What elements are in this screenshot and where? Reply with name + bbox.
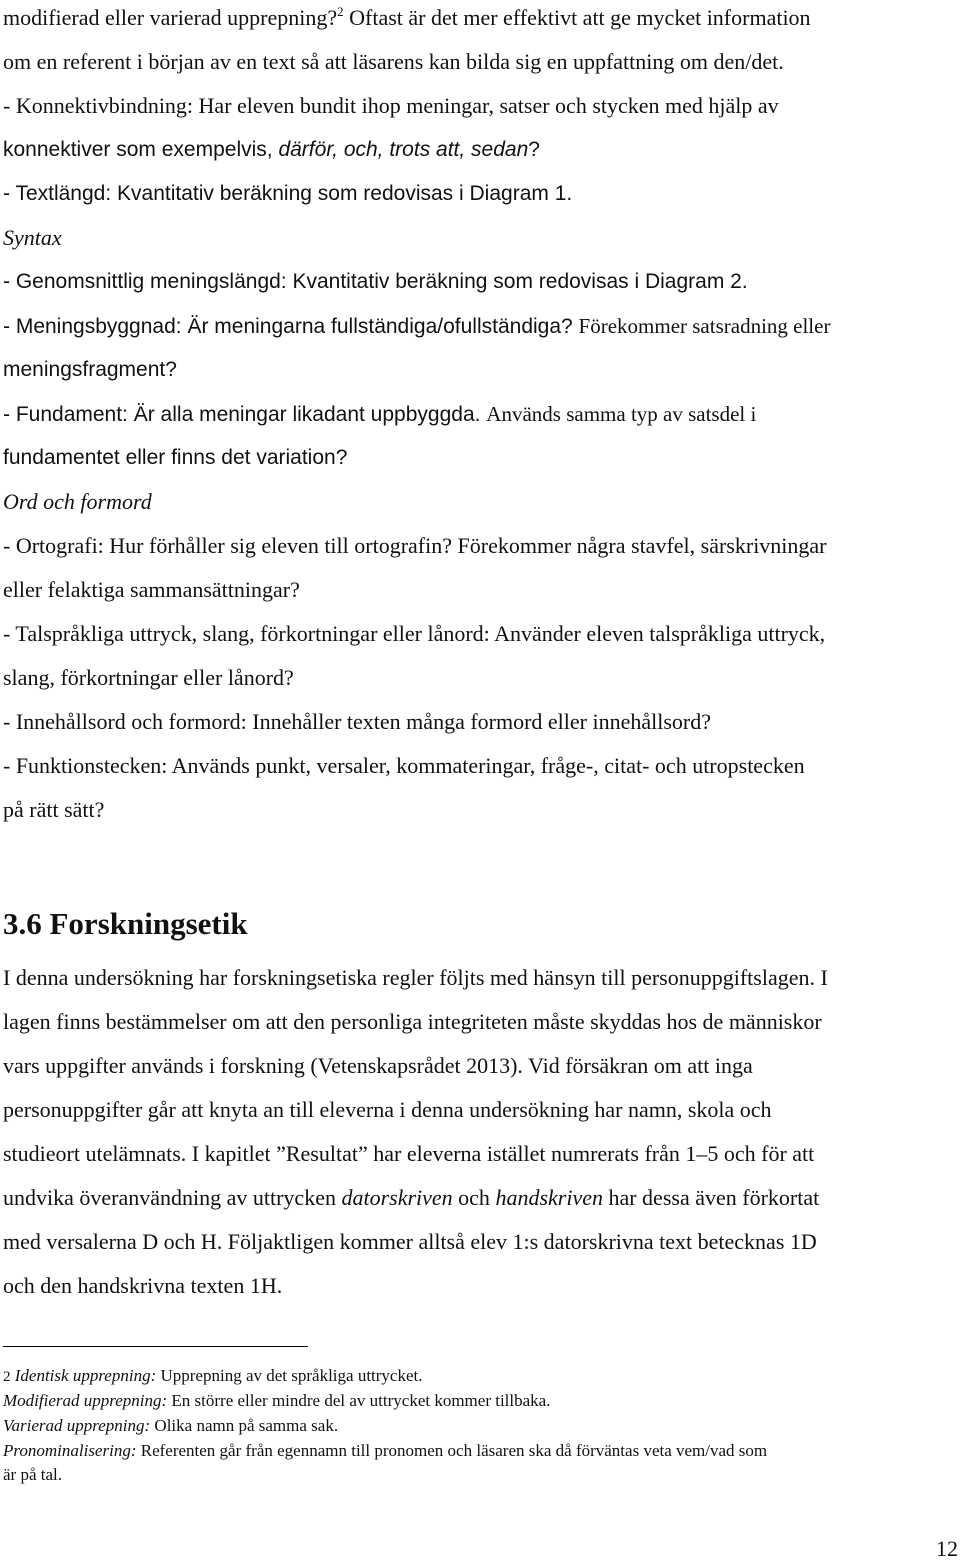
footnote-text: Referenten går från egennamn till pronomen och läsaren ska då förväntas veta vem/vad som: [136, 1441, 768, 1460]
text-line: slang, förkortningar eller lånord?: [3, 665, 294, 690]
section-heading: 3.6 Forskningsetik: [3, 906, 248, 941]
text-fragment: Används samma typ av satsdel i: [486, 402, 757, 426]
footnote-text: Upprepning av det språkliga uttrycket.: [156, 1366, 423, 1385]
footnote-text: Olika namn på samma sak.: [150, 1416, 339, 1435]
text-line: - Funktionstecken: Används punkt, versaler, kommateringar, fråge-, citat- och utropstecken: [3, 753, 805, 778]
text-fragment: har dessa även förkortat: [602, 1185, 820, 1210]
paragraph-line: personuppgifter går att knyta an till eleverna i denna undersökning har namn, skola och: [3, 1097, 772, 1122]
text-fragment: och: [452, 1185, 496, 1210]
text-fragment: - Meningsbyggnad: Är meningarna fullständiga/ofullständiga?: [3, 315, 579, 338]
footnote-reference[interactable]: 2: [337, 4, 344, 19]
footnote-number: 2: [3, 1369, 11, 1385]
paragraph-line: I denna undersökning har forskningsetiska regler följts med hänsyn till personuppgiftslagen. I: [3, 965, 828, 990]
footnote-line: [3, 1440, 767, 1462]
text-fragment: - Ortografi: Hur förhåller sig eleven till ortografin?: [3, 533, 458, 558]
text-fragment: Oftast är det mer effektivt att ge mycket information: [343, 5, 811, 30]
footnote-line: är på tal.: [3, 1465, 62, 1484]
paragraph-line: vars uppgifter används i forskning (Vetenskapsrådet 2013). Vid försäkran om att inga: [3, 1053, 753, 1078]
text-line: - Textlängd: Kvantitativ beräkning som redovisas i Diagram 1.: [3, 182, 573, 205]
italic-examples: därför, och, trots att, sedan: [278, 138, 529, 161]
footnote-line: [3, 1390, 550, 1412]
text-line: om en referent i början av en text så att läsarens kan bilda sig en uppfattning om den/det.: [3, 49, 784, 74]
footnote-line: [3, 1415, 338, 1437]
footnote-separator: [3, 1346, 308, 1347]
text-line: [3, 3, 811, 33]
subheading-ord-och-formord: Ord och formord: [3, 489, 152, 514]
footnote-text: En större eller mindre del av uttrycket kommer tillbaka.: [167, 1391, 551, 1410]
text-line: [3, 135, 540, 165]
footnote-term: Pronominalisering:: [3, 1441, 137, 1460]
text-line: [3, 399, 756, 430]
subheading-syntax: Syntax: [3, 225, 62, 250]
footnote-term: Varierad upprepning:: [3, 1416, 151, 1435]
text-line: - Genomsnittlig meningslängd: Kvantitativ beräkning som redovisas i Diagram 2.: [3, 270, 748, 293]
text-fragment: modifierad eller varierad upprepning?: [3, 5, 338, 30]
footnote-line: [3, 1365, 423, 1388]
text-fragment: - Fundament: Är alla meningar likadant uppbyggda.: [3, 403, 487, 426]
text-line: meningsfragment?: [3, 358, 177, 381]
paragraph-line: [3, 1183, 819, 1213]
footnote-term: Identisk upprepning:: [14, 1366, 157, 1385]
paragraph-line: och den handskrivna texten 1H.: [3, 1273, 283, 1298]
text-fragment: Förekommer några stavfel, särskrivningar: [457, 533, 827, 558]
text-fragment: konnektiver som exempelvis,: [3, 138, 279, 161]
text-line: - Innehållsord och formord: Innehåller texten många formord eller innehållsord?: [3, 709, 712, 734]
italic-term: handskriven: [495, 1185, 603, 1210]
text-fragment: undvika överanvändning av uttrycken: [3, 1185, 342, 1210]
text-fragment: Förekommer satsradning eller: [578, 314, 831, 338]
paragraph-line: lagen finns bestämmelser om att den personliga integriteten måste skyddas hos de människor: [3, 1009, 822, 1034]
paragraph-line: med versalerna D och H. Följaktligen kommer alltså elev 1:s datorskrivna text betecknas 1D: [3, 1229, 817, 1254]
paragraph-line: studieort utelämnats. I kapitlet ”Resultat” har eleverna istället numrerats från 1–5 och för att: [3, 1141, 815, 1166]
text-line: fundamentet eller finns det variation?: [3, 446, 348, 469]
footnote-term: Modifierad upprepning:: [3, 1391, 168, 1410]
italic-term: datorskriven: [341, 1185, 453, 1210]
text-line: [3, 311, 830, 342]
text-fragment: ?: [528, 138, 540, 161]
page-number: 12: [936, 1536, 958, 1561]
text-line: på rätt sätt?: [3, 797, 105, 822]
text-line: [3, 531, 827, 561]
text-line: - Konnektivbindning: Har eleven bundit ihop meningar, satser och stycken med hjälp av: [3, 93, 779, 118]
text-line: - Talspråkliga uttryck, slang, förkortningar eller lånord: Använder eleven talspråkliga uttryck,: [3, 621, 826, 646]
text-line: eller felaktiga sammansättningar?: [3, 577, 300, 602]
